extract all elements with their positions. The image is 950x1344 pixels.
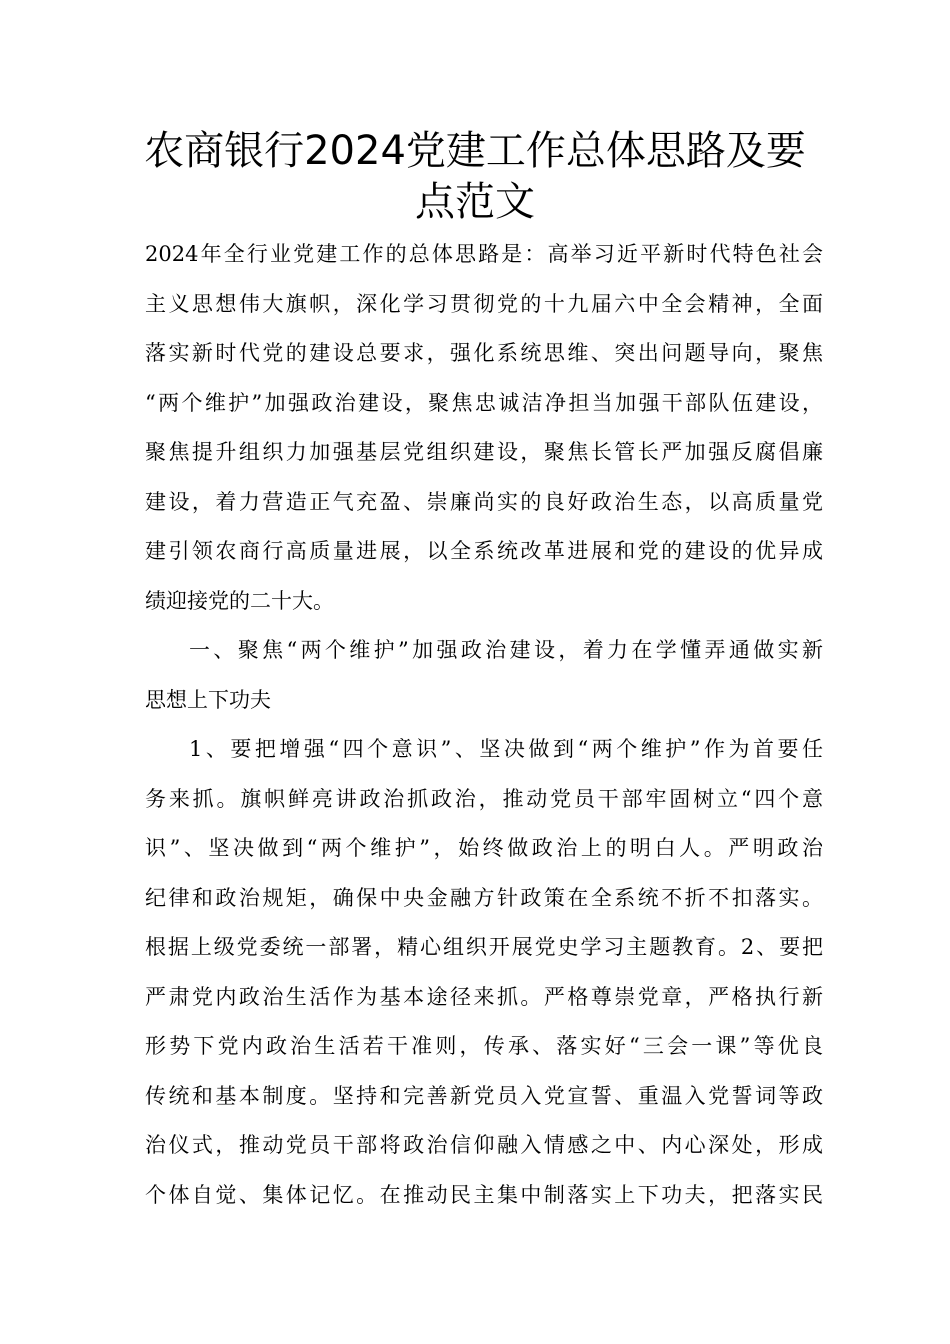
body-text-line: 务来抓。旗帜鲜亮讲政治抓政治，推动党员干部牢固树立“四个意: [145, 786, 823, 811]
body-text-line: 绩迎接党的二十大。: [145, 588, 334, 613]
document-title: [120, 126, 830, 228]
body-text-line: 个体自觉、集体记忆。在推动民主集中制落实上下功夫，把落实民: [145, 1182, 823, 1207]
body-text-line: 2024年全行业党建工作的总体思路是：高举习近平新时代特色社会: [145, 242, 823, 266]
body-text-line: 建设，着力营造正气充盈、崇廉尚实的良好政治生态，以高质量党: [145, 489, 823, 514]
body-text-line: 建引领农商行高质量进展，以全系统改革进展和党的建设的优异成: [145, 539, 823, 563]
body-text-line: 严肃党内政治生活作为基本途径来抓。严格尊崇党章，严格执行新: [145, 984, 823, 1009]
body-text-line: 一、聚焦“两个维护”加强政治建设，着力在学懂弄通做实新: [189, 638, 823, 662]
title-line-1: 农商银行2024党建工作总体思路及要: [144, 128, 806, 174]
body-text-line: 治仪式，推动党员干部将政治信仰融入情感之中、内心深处，形成: [145, 1133, 823, 1157]
body-text-line: 识”、坚决做到“两个维护”，始终做政治上的明白人。严明政治: [145, 836, 823, 860]
body-text-line: 纪律和政治规矩，确保中央金融方针政策在全系统不折不扣落实。: [145, 885, 823, 910]
body-text-line: 根据上级党委统一部署，精心组织开展党史学习主题教育。2、要把: [145, 935, 823, 959]
body-text-line: 主义思想伟大旗帜，深化学习贯彻党的十九届六中全会精神，全面: [145, 291, 823, 316]
body-text-line: 聚焦提升组织力加强基层党组织建设，聚焦长管长严加强反腐倡廉: [145, 440, 823, 464]
body-text-line: 落实新时代党的建设总要求，强化系统思维、突出问题导向，聚焦: [145, 341, 823, 365]
body-text-line: 形势下党内政治生活若干准则，传承、落实好“三会一课”等优良: [145, 1034, 823, 1058]
body-text-line: “两个维护”加强政治建设，聚焦忠诚洁净担当加强干部队伍建设，: [145, 390, 823, 415]
body-text-line: 传统和基本制度。坚持和完善新党员入党宣誓、重温入党誓词等政: [145, 1083, 823, 1108]
document-body: [145, 230, 823, 1220]
body-text-line: 思想上下功夫: [145, 687, 271, 712]
title-line-2: 点范文: [415, 179, 535, 225]
body-text-line: 1、要把增强“四个意识”、坚决做到“两个维护”作为首要任: [189, 737, 823, 761]
